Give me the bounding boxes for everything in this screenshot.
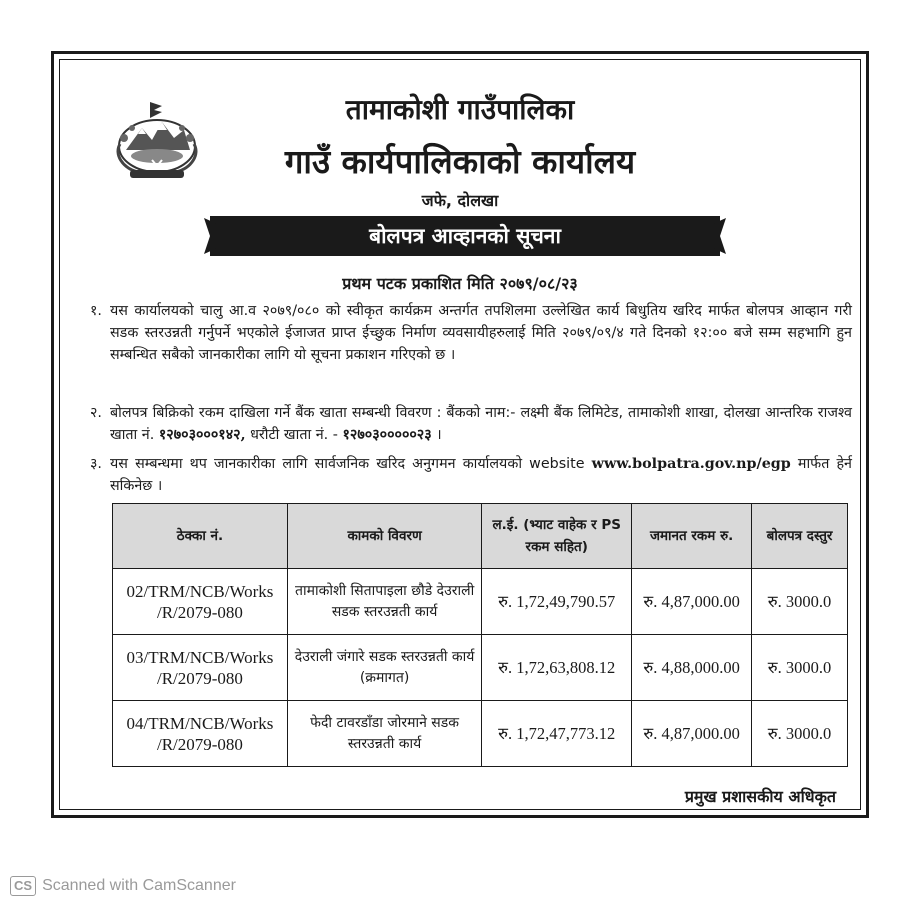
work-description-cell: देउराली जंगारे सडक स्तरउन्नती कार्य (क्रमागत) xyxy=(287,635,481,701)
security-amount-cell: रु. 4,87,000.00 xyxy=(632,569,752,635)
security-amount-cell: रु. 4,88,000.00 xyxy=(632,635,752,701)
office-title: गाउँ कार्यपालिकाको कार्यालय xyxy=(284,142,636,181)
bid-fee-cell: रु. 3000.0 xyxy=(752,701,848,767)
bid-fee-cell: रु. 3000.0 xyxy=(752,635,848,701)
work-description-cell: फेदी टावरडाँडा जोरमाने सडक स्तरउन्नती कार्य xyxy=(287,701,481,767)
col-header-cost-estimate: ल.ई. (भ्याट वाहेक र PS रकम सहित) xyxy=(482,504,632,569)
table-header-row xyxy=(113,504,848,569)
notice-title: बोलपत्र आव्हानको सूचना xyxy=(369,224,561,248)
col-header-security-amount: जमानत रकम रु. xyxy=(632,504,752,569)
banner-left-ornament xyxy=(204,218,216,254)
cost-estimate-cell: रु. 1,72,49,790.57 xyxy=(482,569,632,635)
first-published-date: प्रथम पटक प्रकाशित मिति २०७९/०८/२३ xyxy=(342,274,578,293)
paragraph-text xyxy=(110,402,852,446)
bid-fee-cell: रु. 3000.0 xyxy=(752,569,848,635)
paragraph-2 xyxy=(90,402,852,446)
col-header-bid-fee: बोलपत्र दस्तुर xyxy=(752,504,848,569)
cost-estimate-cell: रु. 1,72,63,808.12 xyxy=(482,635,632,701)
table-row xyxy=(113,635,848,701)
cost-estimate-cell: रु. 1,72,47,773.12 xyxy=(482,701,632,767)
office-address: जफे, दोलखा xyxy=(421,191,499,210)
security-amount-cell: रु. 4,87,000.00 xyxy=(632,701,752,767)
paragraph-number: १. xyxy=(90,303,102,319)
deposit-account-number: १२७०३०००००२३ xyxy=(342,427,432,443)
notice-title-banner xyxy=(210,216,720,256)
sentence-end: । xyxy=(431,427,442,443)
paragraph-text xyxy=(110,453,852,497)
notice-frame xyxy=(51,51,869,818)
paragraph-3 xyxy=(90,453,852,497)
contract-no-cell: 04/TRM/NCB/Works /R/2079-080 xyxy=(113,701,288,767)
scanner-watermark-text: Scanned with CamScanner xyxy=(42,877,236,894)
municipality-title: तामाकोशी गाउँपालिका xyxy=(345,93,575,126)
website-intro-text: यस सम्बन्धमा थप जानकारीका लागि सार्वजनिक खरिद अनुगमन कार्यालयको website xyxy=(110,456,592,472)
contracts-table xyxy=(112,503,848,767)
bank-details-text: बोलपत्र बिक्रिको रकम दाखिला गर्ने बैंक खाता सम्बन्धी विवरण : बैंकको नाम:- लक्ष्मी बैंक लिमिटेड, तामाकोशी शाखा, दोलखा आन्तरिक राजश्व खाता नं. xyxy=(110,405,852,443)
paragraph-text: यस कार्यालयको चालु आ.व २०७९/०८० को स्वीकृत कार्यक्रम अन्तर्गत तपशिलमा उल्लेखित कार्य बिधुतिय खरिद मार्फत बोलपत्र आव्हान गरी सडक स्तरउन्नती गर्नुपर्ने भएकोले ईजाजत प्राप्त ईच्छुक निर्माण व्यवसायीहरुलाई मिति २०७९/०९/४ गते दिनको १२:०० बजे सम्म सहभागि हुन सम्बन्धित सबैको जानकारीका लागि यो सूचना प्रकाशन गरिएको छ । xyxy=(110,303,852,363)
camscanner-logo-icon: CS xyxy=(10,876,36,896)
col-header-work-description: कामको विवरण xyxy=(287,504,481,569)
website-outro-text: मार्फत हेर्न सकिनेछ । xyxy=(110,456,852,494)
paragraph-1 xyxy=(90,300,852,366)
signatory-title: प्रमुख प्रशासकीय अधिकृत xyxy=(684,787,836,806)
website-link[interactable]: www.bolpatra.gov.np/egp xyxy=(591,456,791,472)
paragraph-number: २. xyxy=(90,405,102,421)
work-description-cell: तामाकोशी सितापाइला छौडे देउराली सडक स्तरउन्नती कार्य xyxy=(287,569,481,635)
table-row xyxy=(113,569,848,635)
notice-inner-frame xyxy=(59,59,861,810)
revenue-account-number: १२७०३०००१४२, xyxy=(158,427,246,443)
banner-right-ornament xyxy=(714,218,726,254)
scanner-watermark xyxy=(10,876,236,896)
contract-no-cell: 02/TRM/NCB/Works /R/2079-080 xyxy=(113,569,288,635)
table-row xyxy=(113,701,848,767)
deposit-account-label: धरौटी खाता नं. - xyxy=(245,427,343,443)
contract-no-cell: 03/TRM/NCB/Works /R/2079-080 xyxy=(113,635,288,701)
paragraph-number: ३. xyxy=(90,456,102,472)
col-header-contract-no: ठेक्का नं. xyxy=(113,504,288,569)
